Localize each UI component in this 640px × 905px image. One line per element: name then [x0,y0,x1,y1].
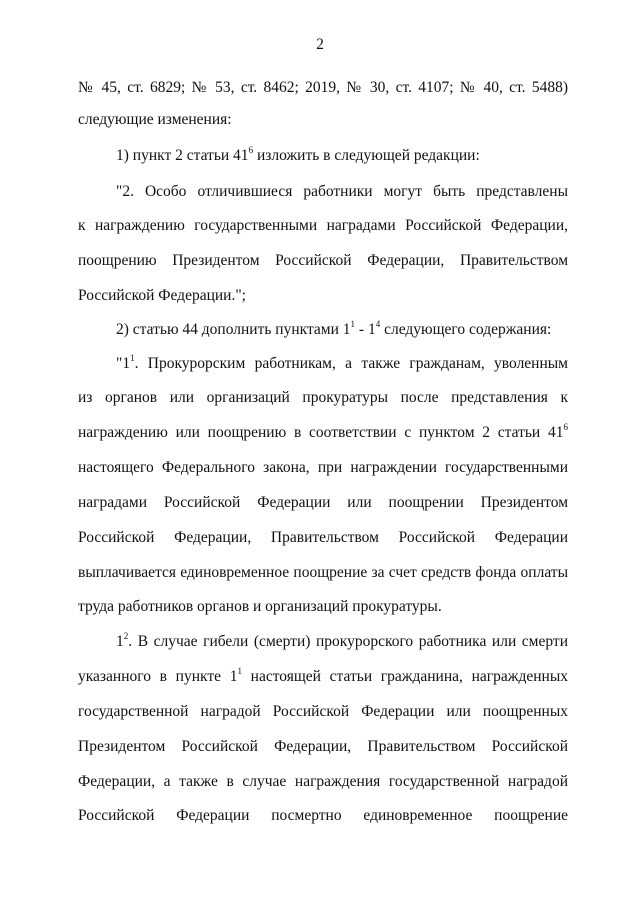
text-line: "$1^1$. Прокурорским работникам, а также гражданам, уволенным [116,352,568,372]
text-line: указанного в пункте $1^1$ настоящей статьи гражданина, награжденных [78,665,568,685]
text-line: "2. Особо отличившиеся работники могут быть представлены [116,183,568,200]
text-line: Российской Федерации посмертно единовременное поощрение [78,807,568,824]
text-line: из органов или организаций прокуратуры после представления к [78,389,568,406]
text-line: наградами Российской Федерации или поощрении Президентом [78,494,568,511]
text-line: следующие изменения: [78,111,232,128]
item-2-heading: 2) статью 44 дополнить пунктами $1^1 - 1^4$ следующего содержания: [116,318,552,338]
text-line: $1^2$. В случае гибели (смерти) прокурорского работника или смерти [116,630,568,650]
text-line: поощрению Президентом Российской Федерации, Правительством [78,252,568,269]
text-line: к награждению государственными наградами Российской Федерации, [78,217,568,234]
text-line: выплачивается единовременное поощрение за счет средств фонда оплаты [78,564,568,581]
text-line: настоящего Федерального закона, при награждении государственными [78,459,568,476]
text-line: Президентом Российской Федерации, Правительством Российской [78,738,568,755]
text-line: труда работников органов и организаций прокуратуры. [78,598,442,615]
text-line: награждению или поощрению в соответствии с пунктом 2 статьи $41^6$ [78,421,568,441]
text-line: государственной наградой Российской Федерации или поощренных [78,703,568,720]
text-line: Российской Федерации, Правительством Российской Федерации [78,529,568,546]
text-line: Российской Федерации."; [78,287,246,304]
page-number: 2 [316,36,324,53]
item-1-heading: 1) пункт 2 статьи $41^6$ изложить в следующей редакции: [116,144,480,164]
text-line: Федерации, а также в случае награждения государственной наградой [78,773,568,790]
text-line: № 45, ст. 6829; № 53, ст. 8462; 2019, № 30, ст. 4107; № 40, ст. 5488) [78,79,568,96]
